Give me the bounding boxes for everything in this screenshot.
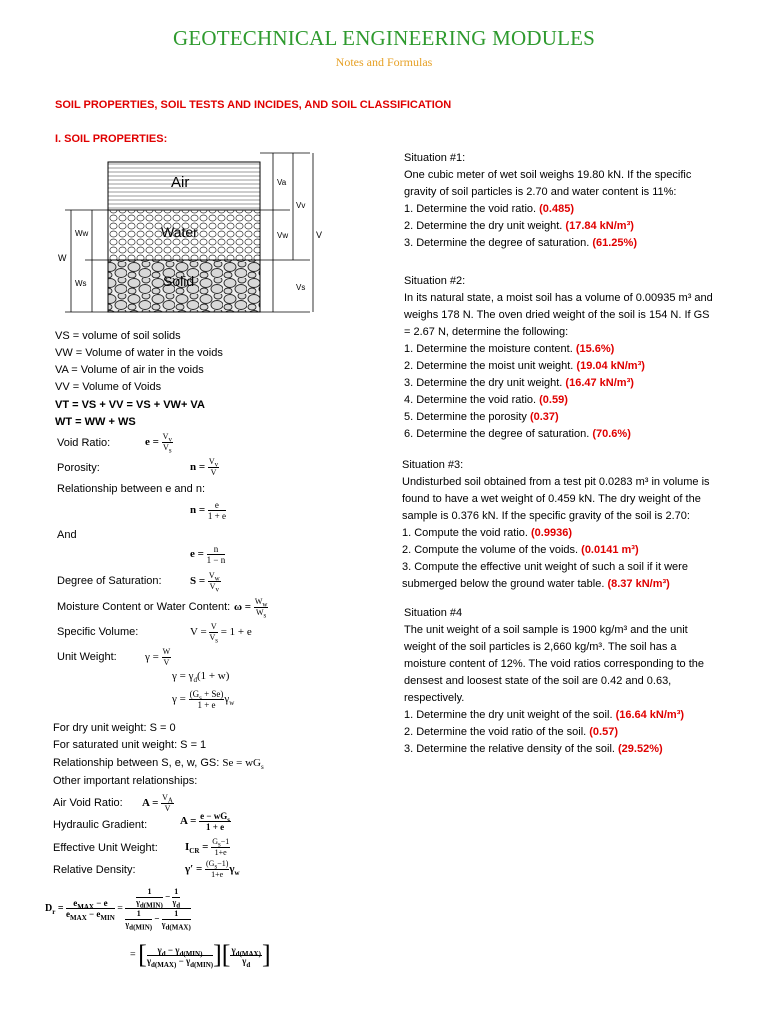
answer: (0.59) [539, 394, 568, 406]
situation-line: = 2.67 N, determine the following: [404, 326, 569, 338]
label-and: And [57, 529, 77, 541]
situation-question: 2. Determine the void ratio of the soil. (0.57) [404, 726, 619, 738]
situation-title: Situation #3: [402, 459, 464, 471]
situation-line: respectively. [404, 692, 465, 704]
answer: (0.37) [529, 411, 559, 423]
answer: (0.57) [589, 726, 619, 738]
situation-question: 1. Determine the dry unit weight of the soil. (16.64 kN/m³) [404, 709, 685, 721]
situation-question: 2. Compute the volume of the voids. (0.0141 m³) [402, 544, 639, 556]
situation-line: weight of the soil particles is 2,660 kg/m³. The soil has a [404, 641, 677, 653]
subsection-title: I. SOIL PROPERTIES: [55, 133, 168, 145]
situation-1 [404, 150, 734, 252]
label-air-void-ratio: Air Void Ratio: [53, 797, 123, 809]
soil-phase-diagram [55, 150, 335, 320]
situation-line: gravity of soil particles is 2.70 and water content is 11%: [404, 186, 677, 198]
formula-void-ratio: e = $\frac{V_v}{V_s}$ [145, 432, 172, 455]
answer: (17.84 kN/m³) [565, 220, 634, 232]
label-effective-unit-weight: Effective Unit Weight: [53, 842, 158, 854]
document-subtitle: Notes and Formulas [335, 55, 433, 69]
def-vt: VT = VS + VV = VS + VW+ VA [55, 399, 205, 411]
note-saturated-unit-weight: For saturated unit weight: S = 1 [53, 739, 207, 751]
solid-label: Solid [163, 273, 195, 289]
answer: (16.64 kN/m³) [615, 709, 685, 721]
formula-e-of-n: e = $\frac{n}{1 - n}$ [190, 544, 226, 565]
situation-title: Situation #2: [404, 275, 466, 287]
situation-question: 2. Determine the moist unit weight. (19.04 kN/m³) [404, 360, 645, 372]
w-label: W [58, 253, 67, 263]
situation-line: 3. Compute the effective unit weight of such a soil if it were [402, 561, 688, 573]
def-wt: WT = WW + WS [55, 416, 136, 428]
formula-moisture-content: ω = $\frac{W_w}{W_s}$ [234, 597, 268, 620]
answer: (70.6%) [592, 428, 631, 440]
situation-question: 1. Compute the void ratio. (0.9936) [402, 527, 572, 539]
def-va: VA = Volume of air in the voids [55, 364, 204, 376]
label-hydraulic-gradient: Hydraulic Gradient: [53, 819, 148, 831]
vs-label: Vs [296, 283, 306, 292]
vw-label: Vw [277, 231, 289, 240]
def-vv: VV = Volume of Voids [55, 381, 162, 393]
def-vw: VW = Volume of water in the voids [55, 347, 223, 359]
formula-porosity: n = $\frac{V_v}{V}$ [190, 457, 219, 477]
formula-air-void-ratio: A = $\frac{V_A}{V}$ [142, 793, 173, 813]
situation-line: Undisturbed soil obtained from a test pit 0.0283 m³ in volume is [402, 476, 710, 488]
situation-question: 3. Determine the dry unit weight. (16.47 kN/m³) [404, 377, 634, 389]
formula-unit-weight-dry: $\gamma = \gamma_d(1 + w)$ [172, 670, 230, 685]
label-degree-saturation: Degree of Saturation: [57, 575, 162, 587]
situation-question: 5. Determine the porosity (0.37) [404, 411, 559, 423]
formula-hydraulic-gradient: A = $\frac{e - wG_s}{1 + e}$ [180, 811, 230, 832]
formula-relative-density: $D_r$ = $\frac{e_{MAX} - e}{e_{MAX} - e_{MIN}}$ = $\frac{1}{\gamma_{d(MIN)}}$ − $\frac{1}{\gamma_d}$ $\frac{1}{\gamma_{d(MIN)}}$ − $\frac{1}{\gamma_{d(MAX)}}$ [45, 887, 191, 932]
label-relative-density: Relative Density: [53, 864, 136, 876]
situation-3 [402, 457, 732, 593]
situation-question: 4. Determine the void ratio. (0.59) [404, 394, 568, 406]
label-other-relationships: Other important relationships: [53, 775, 198, 787]
formula-effective-unit-weight: γ′ = $\frac{(G_s-1)}{1+e}$ $\gamma_w$ [185, 859, 240, 879]
formula-unit-weight: γ = $\frac{W}{V}$ [145, 647, 171, 667]
label-specific-volume: Specific Volume: [57, 626, 139, 638]
situation-question: 1. Determine the moisture content. (15.6%) [404, 343, 615, 355]
label-void-ratio: Void Ratio: [57, 437, 111, 449]
situation-question: 6. Determine the degree of saturation. (70.6%) [404, 428, 631, 440]
v-label: V [316, 230, 323, 240]
vv-label: Vv [296, 201, 306, 210]
situation-title: Situation #4 [404, 607, 463, 619]
situation-question: 2. Determine the dry unit weight. (17.84 kN/m³) [404, 220, 634, 232]
answer: (0.0141 m³) [581, 544, 639, 556]
label-relationship-segs: Relationship between S, e, w, GS: $Se = wG_s$ [53, 757, 264, 772]
formula-relative-density-alt: = [ $\frac{\gamma_d - \gamma_{d(MIN)}}{\gamma_{d(MAX)} - \gamma_{d(MIN)}}$ ][ $\frac{\gamma_{d(MAX)}}{\gamma_d}$ ] [130, 940, 271, 969]
answer: (8.37 kN/m³) [607, 578, 670, 590]
situation-title: Situation #1: [404, 152, 466, 164]
label-moisture-content: Moisture Content or Water Content: [57, 601, 231, 613]
ws-label: Ws [75, 279, 87, 288]
situation-line: The unit weight of a soil sample is 1900 kg/m³ and the unit [404, 624, 688, 636]
air-label: Air [171, 174, 190, 191]
label-porosity: Porosity: [57, 462, 100, 474]
answer: (0.9936) [531, 527, 572, 539]
formula-degree-saturation: S = $\frac{V_w}{V_v}$ [190, 571, 220, 594]
answer: (29.52%) [618, 743, 663, 755]
answer: (0.485) [539, 203, 574, 215]
note-dry-unit-weight: For dry unit weight: S = 0 [53, 722, 176, 734]
label-unit-weight: Unit Weight: [57, 651, 117, 663]
situation-line: densest and loosest state of the soil are 0.42 and 0.63, [404, 675, 672, 687]
water-label: Water [161, 224, 198, 240]
situation-line: In its natural state, a moist soil has a volume of 0.00935 m³ and [404, 292, 713, 304]
formula-n-of-e: n = $\frac{e}{1 + e}$ [190, 500, 226, 521]
situation-line: One cubic meter of wet soil weighs 19.80 kN. If the specific [404, 169, 692, 181]
answer: (15.6%) [575, 343, 615, 355]
document-title: GEOTECHNICAL ENGINEERING MODULES [172, 26, 596, 50]
formula-specific-volume: V = $\frac{V}{V_s}$ = 1 + e [190, 622, 252, 645]
section-title: SOIL PROPERTIES, SOIL TESTS AND INCIDES, AND SOIL CLASSIFICATION [55, 99, 452, 111]
label-relationship-en: Relationship between e and n: [57, 483, 205, 495]
situation-line: weighs 178 N. The oven dried weight of the soil is 154 N. If GS [404, 309, 710, 321]
situation-question: 3. Determine the relative density of the soil. (29.52%) [404, 743, 663, 755]
situation-line: sample is 0.376 kN. If the specific gravity of the soil is 2.70: [402, 510, 690, 522]
answer: (16.47 kN/m³) [565, 377, 634, 389]
situation-line: found to have a wet weight of 0.459 kN. The dry weight of the [402, 493, 701, 505]
def-vs: VS = volume of soil solids [55, 330, 181, 342]
answer: (19.04 kN/m³) [576, 360, 645, 372]
situation-line: moisture content of 12%. The void ratios corresponding to the [404, 658, 705, 670]
situation-4 [404, 605, 734, 758]
situation-question: 1. Determine the void ratio. (0.485) [404, 203, 574, 215]
situation-2 [404, 273, 734, 443]
va-label: Va [277, 178, 287, 187]
answer: (61.25%) [592, 237, 637, 249]
formula-unit-weight-general: γ = $\frac{(G_s + Se)}{1 + e}$ $\gamma_w$ [172, 689, 235, 710]
ww-label: Ww [75, 229, 89, 238]
situation-question: 3. Determine the degree of saturation. (61.25%) [404, 237, 637, 249]
formula-critical-gradient: $I_{CR}$ = $\frac{G_s-1}{1+e}$ [185, 837, 230, 857]
situation-question: submerged below the ground water table. (8.37 kN/m³) [402, 578, 670, 590]
